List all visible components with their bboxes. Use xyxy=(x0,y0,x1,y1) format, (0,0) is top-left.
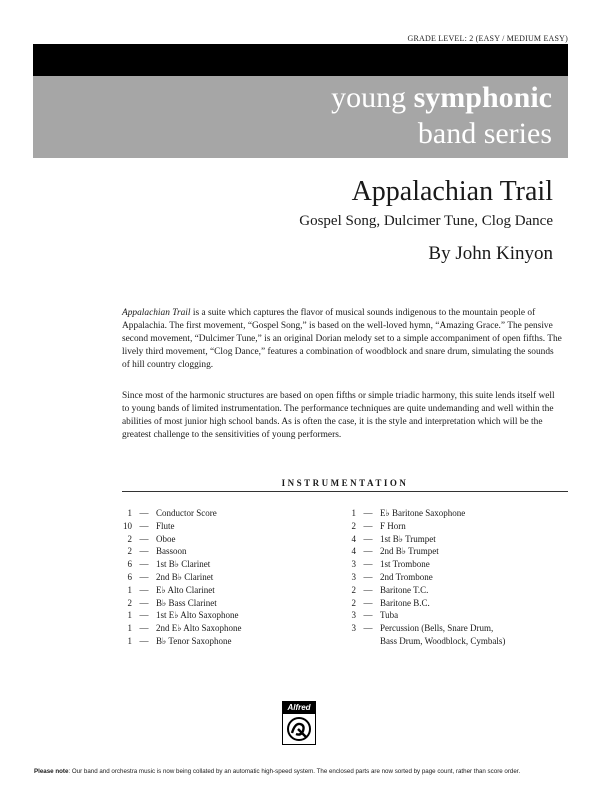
instrument-row xyxy=(334,584,505,597)
instrument-qty: 1 xyxy=(127,623,132,634)
description-paragraph-1 xyxy=(122,307,562,372)
instrument-qty: 1 xyxy=(127,610,132,621)
instrument-row xyxy=(110,584,242,597)
instrument-name: Oboe xyxy=(156,533,176,544)
instrument-row xyxy=(334,545,505,558)
footer-note-label: Please note xyxy=(34,768,69,775)
instrument-qty: 1 xyxy=(127,635,132,646)
instrument-name: F Horn xyxy=(380,520,406,531)
alfred-emblem-icon xyxy=(286,716,312,742)
instrument-dash: — xyxy=(363,610,373,621)
instrument-row xyxy=(110,571,242,584)
instrument-row xyxy=(110,533,242,546)
instrument-qty: 2 xyxy=(127,546,132,557)
logo-text: Alfred xyxy=(283,702,315,714)
instrumentation-divider xyxy=(122,491,568,492)
instrument-dash: — xyxy=(363,597,373,608)
piece-title: Appalachian Trail xyxy=(351,176,553,207)
instrument-qty: 2 xyxy=(127,533,132,544)
series-banner xyxy=(33,76,568,158)
instrument-row xyxy=(110,520,242,533)
instrument-dash: — xyxy=(139,520,149,531)
series-line-band: band series xyxy=(417,117,552,150)
instrument-qty: 10 xyxy=(123,520,132,531)
instrument-name: Tuba xyxy=(380,610,399,621)
instrument-qty: 1 xyxy=(127,508,132,518)
grade-level: GRADE LEVEL: 2 (EASY / MEDIUM EASY) xyxy=(407,34,568,43)
instrument-name: B♭ Tenor Saxophone xyxy=(156,635,232,646)
instrument-name: E♭ Alto Clarinet xyxy=(156,584,215,595)
instrument-row xyxy=(334,520,505,533)
instrument-name: 1st B♭ Clarinet xyxy=(156,559,211,570)
instrument-qty: 2 xyxy=(127,597,132,608)
piece-author: By John Kinyon xyxy=(428,243,553,264)
instrument-name: 1st Trombone xyxy=(380,559,430,570)
instrument-name: 2nd B♭ Clarinet xyxy=(156,571,214,582)
instrument-name: Percussion (Bells, Snare Drum, xyxy=(380,623,494,634)
description-p1-text: is a suite which captures the flavor of musical sounds indigenous to the mountain people of Appalachia. The first movement, “Gospel Song,” is based on the well-loved hymn, “Amazing Grace.” The pensive second movement, “Dulcimer Tune,” is an original Dorian melody set to a simple accompaniment of open fifths. The lively third movement, “Clog Dance,” features a combination of woodblock and snare drum, simulating the sounds of hill country clogging. xyxy=(122,308,562,370)
instrument-name: 2nd E♭ Alto Saxophone xyxy=(156,623,242,634)
instrument-row xyxy=(334,597,505,610)
instrument-name: 2nd Trombone xyxy=(380,571,433,582)
instrument-row xyxy=(334,571,505,584)
instrument-dash: — xyxy=(363,533,373,544)
instrumentation-list-left xyxy=(110,507,242,648)
series-word-young: young xyxy=(331,81,407,114)
instrument-qty: 1 xyxy=(127,584,132,595)
instrument-dash: — xyxy=(139,597,149,608)
instrument-row xyxy=(334,533,505,546)
instrument-dash: — xyxy=(139,559,149,570)
instrument-dash: — xyxy=(139,635,149,646)
instrument-name: Baritone B.C. xyxy=(380,597,430,608)
instrument-qty: 3 xyxy=(351,610,356,621)
instrument-dash: — xyxy=(363,584,373,595)
series-word-symphonic: symphonic xyxy=(413,81,552,114)
footer-note xyxy=(34,768,574,775)
instrument-dash: — xyxy=(139,533,149,544)
instrument-row xyxy=(334,507,505,520)
instrument-qty: 2 xyxy=(351,597,356,608)
instrument-name: Flute xyxy=(156,520,175,531)
instrument-dash: — xyxy=(139,623,149,634)
piece-subtitle: Gospel Song, Dulcimer Tune, Clog Dance xyxy=(299,213,553,229)
instrument-name: 2nd B♭ Trumpet xyxy=(380,546,439,557)
instrument-name: 1st B♭ Trumpet xyxy=(380,533,436,544)
instrumentation-heading: INSTRUMENTATION xyxy=(281,478,409,488)
instrumentation-list-right xyxy=(334,507,505,648)
instrument-qty: 3 xyxy=(351,571,356,582)
instrument-dash: — xyxy=(363,508,373,518)
instrument-dash: — xyxy=(363,546,373,557)
instrument-row xyxy=(110,558,242,571)
instrument-dash-blank xyxy=(356,635,380,648)
instrument-qty: 4 xyxy=(351,546,356,557)
instrument-qty: 3 xyxy=(351,623,356,634)
instrument-dash: — xyxy=(139,508,149,518)
instrument-qty xyxy=(334,635,356,648)
instrument-dash: — xyxy=(139,546,149,557)
instrument-name: 1st E♭ Alto Saxophone xyxy=(156,610,239,621)
instrument-dash: — xyxy=(139,584,149,595)
instrument-name: Conductor Score xyxy=(156,508,217,518)
instrument-dash: — xyxy=(139,610,149,621)
instrument-dash: — xyxy=(139,571,149,582)
instrument-qty: 4 xyxy=(351,533,356,544)
header-banner-top xyxy=(33,44,568,76)
footer-note-text: : Our band and orchestra music is now being collated by an automatic high-speed system. The enclosed parts are now sorted by page count, rather than score order. xyxy=(68,768,521,775)
instrument-row xyxy=(110,597,242,610)
instrument-qty: 3 xyxy=(351,559,356,570)
instrument-qty: 2 xyxy=(351,584,356,595)
description-title-italic: Appalachian Trail xyxy=(122,308,191,318)
instrument-row xyxy=(110,545,242,558)
series-title xyxy=(331,80,552,152)
instrument-row-continuation xyxy=(334,635,505,648)
instrument-name: Baritone T.C. xyxy=(380,584,429,595)
instrument-name: Bass Drum, Woodblock, Cymbals) xyxy=(380,635,506,646)
instrument-row xyxy=(334,622,505,635)
alfred-logo xyxy=(282,701,316,745)
instrument-dash: — xyxy=(363,520,373,531)
instrument-qty: 6 xyxy=(127,571,132,582)
instrument-qty: 6 xyxy=(127,559,132,570)
instrument-row xyxy=(110,507,242,520)
description-paragraph-2: Since most of the harmonic structures are based on open fifths or simple triadic harmony, this suite lends itself well to young bands of limited instrumentation. The performance techniques are quite undemanding and well within the abilities of most junior high school bands. As is often the case, it is the style and interpretation which will be the greatest challenge to the sensitivities of young performers. xyxy=(122,391,555,440)
instrument-dash: — xyxy=(363,623,373,634)
instrument-name: B♭ Bass Clarinet xyxy=(156,597,217,608)
instrument-name: Bassoon xyxy=(156,546,187,557)
instrument-name: E♭ Baritone Saxophone xyxy=(380,508,466,518)
instrument-row xyxy=(334,558,505,571)
instrument-dash: — xyxy=(363,571,373,582)
instrument-qty: 1 xyxy=(351,508,356,518)
instrument-qty: 2 xyxy=(351,520,356,531)
instrument-row xyxy=(110,635,242,648)
instrument-row xyxy=(110,609,242,622)
instrument-dash: — xyxy=(363,559,373,570)
instrument-row xyxy=(110,622,242,635)
instrument-row xyxy=(334,609,505,622)
